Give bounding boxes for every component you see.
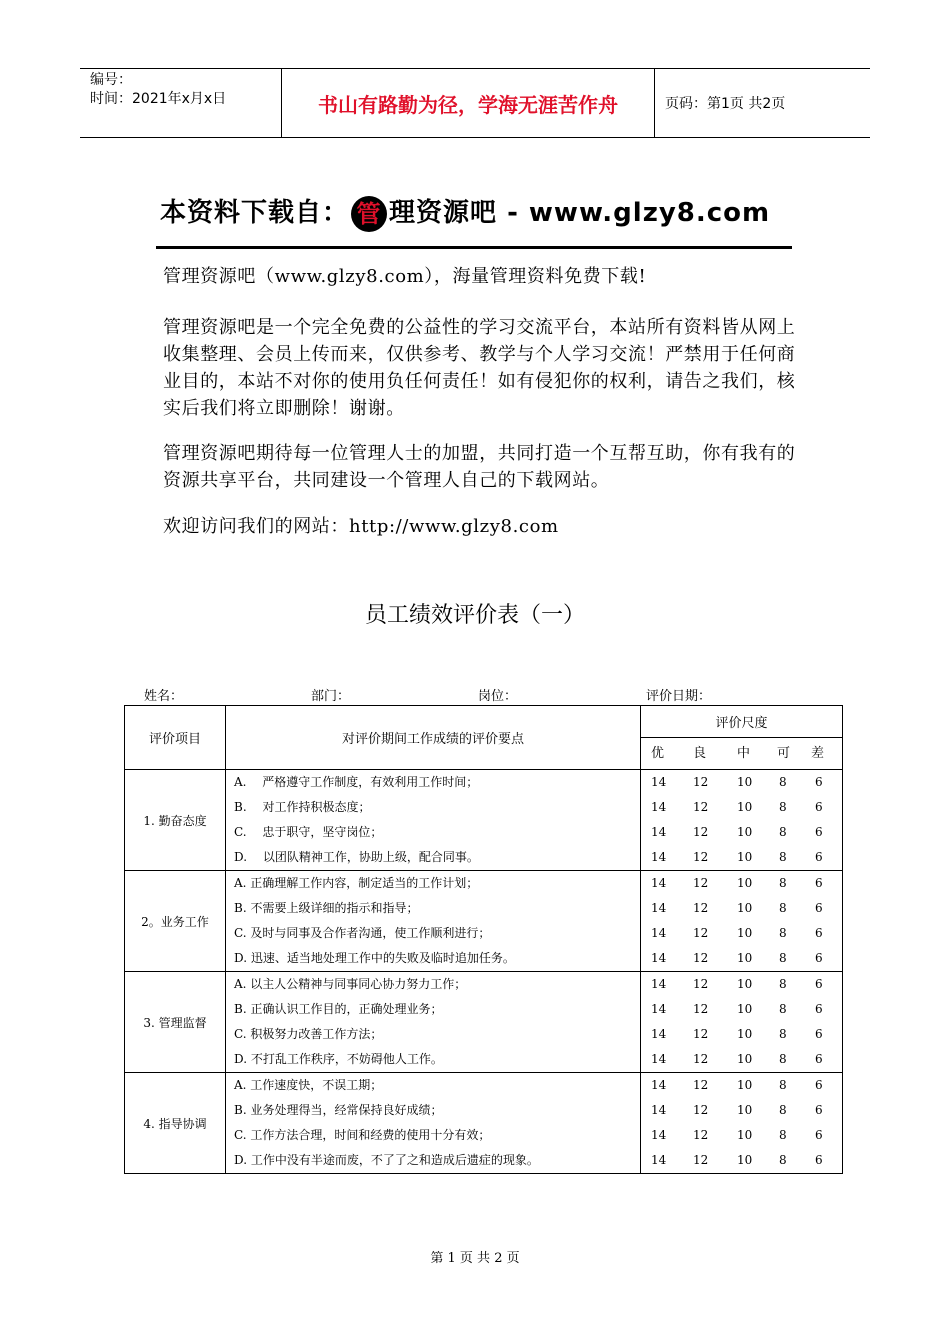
score-value: 8 — [779, 825, 787, 839]
score-value: 14 — [651, 1103, 667, 1117]
score-row — [641, 997, 842, 1022]
score-value: 14 — [651, 951, 667, 965]
score-value: 10 — [737, 850, 753, 864]
category-name: 3. 管理监督 — [125, 972, 226, 1073]
score-value: 10 — [737, 1128, 753, 1142]
score-value: 12 — [693, 1002, 709, 1016]
score-value: 14 — [651, 1153, 667, 1167]
grade-fair: 可 — [777, 746, 791, 761]
score-value: 10 — [737, 876, 753, 890]
score-value: 12 — [693, 951, 709, 965]
page-footer: 第 1 页 共 2 页 — [430, 1251, 520, 1266]
table-row — [125, 972, 843, 1073]
score-value: 14 — [651, 901, 667, 915]
evaluation-table — [124, 705, 843, 1174]
category-scores — [641, 1073, 843, 1174]
score-value: 6 — [815, 977, 823, 991]
score-row — [641, 795, 842, 820]
score-value: 8 — [779, 1027, 787, 1041]
name-label: 姓名： — [144, 689, 184, 704]
score-value: 8 — [779, 850, 787, 864]
score-value: 12 — [693, 876, 709, 890]
score-value: 12 — [693, 977, 709, 991]
list-item: C. 工作方法合理，时间和经费的使用十分有效； — [234, 1128, 491, 1142]
table-row — [125, 770, 843, 871]
list-item: C. 忠于职守，坚守岗位； — [234, 825, 383, 839]
score-value: 14 — [651, 1052, 667, 1066]
score-value: 14 — [651, 1027, 667, 1041]
score-value: 10 — [737, 926, 753, 940]
header-page-label: 页码：第1页 共2页 — [665, 96, 786, 112]
list-item: D. 工作中没有半途而废，不了了之和造成后遗症的现象。 — [234, 1153, 539, 1167]
score-row — [641, 946, 842, 971]
score-value: 10 — [737, 800, 753, 814]
score-row — [641, 896, 842, 921]
score-row — [641, 845, 842, 870]
site-logo-icon: 管 — [351, 196, 387, 232]
score-value: 10 — [737, 1153, 753, 1167]
table-row — [125, 871, 843, 972]
score-value: 6 — [815, 825, 823, 839]
list-item: B. 正确认识工作目的，正确处理业务； — [234, 1002, 443, 1016]
score-value: 12 — [693, 1052, 709, 1066]
grade-header-row — [641, 738, 843, 770]
form-title: 员工绩效评价表（一） — [364, 603, 585, 628]
score-value: 6 — [815, 1153, 823, 1167]
score-value: 6 — [815, 1052, 823, 1066]
list-item: D. 不打乱工作秩序，不妨碍他人工作。 — [234, 1052, 443, 1066]
score-value: 8 — [779, 800, 787, 814]
score-value: 14 — [651, 775, 667, 789]
score-value: 6 — [815, 1078, 823, 1092]
score-value: 10 — [737, 1103, 753, 1117]
score-value: 12 — [693, 850, 709, 864]
score-value: 14 — [651, 1128, 667, 1142]
score-value: 8 — [779, 1153, 787, 1167]
score-value: 8 — [779, 951, 787, 965]
score-value: 12 — [693, 1103, 709, 1117]
list-item: A. 正确理解工作内容，制定适当的工作计划； — [234, 876, 479, 890]
list-item: B. 不需要上级详细的指示和指导； — [234, 901, 419, 915]
score-value: 8 — [779, 926, 787, 940]
category-name: 1. 勤奋态度 — [125, 770, 226, 871]
category-items — [226, 972, 641, 1073]
score-value: 14 — [651, 1078, 667, 1092]
score-value: 10 — [737, 901, 753, 915]
score-value: 6 — [815, 901, 823, 915]
col-header-points: 对评价期间工作成绩的评价要点 — [226, 706, 641, 770]
score-value: 6 — [815, 1128, 823, 1142]
score-value: 6 — [815, 1103, 823, 1117]
list-item: A. 严格遵守工作制度，有效利用工作时间； — [234, 775, 479, 789]
download-banner — [160, 188, 795, 248]
score-value: 14 — [651, 926, 667, 940]
score-value: 12 — [693, 800, 709, 814]
score-value: 10 — [737, 977, 753, 991]
score-value: 14 — [651, 977, 667, 991]
header-info-cell — [80, 69, 282, 137]
score-value: 14 — [651, 1002, 667, 1016]
list-item: A. 工作速度快，不误工期； — [234, 1078, 383, 1092]
category-name: 2。业务工作 — [125, 871, 226, 972]
grade-good: 良 — [693, 746, 707, 761]
category-items — [226, 1073, 641, 1174]
header-motto: 书山有路勤为径，学海无涯苦作舟 — [282, 69, 655, 137]
score-value: 8 — [779, 775, 787, 789]
category-scores — [641, 770, 843, 871]
banner-text — [160, 192, 770, 232]
score-value: 12 — [693, 1078, 709, 1092]
score-value: 10 — [737, 1002, 753, 1016]
score-row — [641, 1098, 842, 1123]
score-value: 12 — [693, 1128, 709, 1142]
score-value: 8 — [779, 1002, 787, 1016]
score-row — [641, 820, 842, 845]
score-value: 8 — [779, 876, 787, 890]
list-item: C. 积极努力改善工作方法； — [234, 1027, 383, 1041]
score-value: 6 — [815, 1027, 823, 1041]
score-value: 8 — [779, 1103, 787, 1117]
banner-suffix: 理资源吧 - www.glzy8.com — [389, 198, 771, 228]
col-header-item: 评价项目 — [125, 706, 226, 770]
category-scores — [641, 972, 843, 1073]
score-row — [641, 770, 842, 795]
list-item: C. 及时与同事及合作者沟通，使工作顺利进行； — [234, 926, 491, 940]
category-items — [226, 770, 641, 871]
score-value: 10 — [737, 825, 753, 839]
date-label: 评价日期： — [646, 689, 712, 704]
score-row — [641, 1022, 842, 1047]
col-header-scale: 评价尺度 — [641, 706, 843, 738]
score-value: 14 — [651, 825, 667, 839]
intro-paragraph-1: 管理资源吧（www.glzy8.com），海量管理资料免费下载! — [163, 266, 647, 287]
banner-prefix: 本资料下载自： — [160, 198, 350, 228]
intro-paragraph-3: 管理资源吧期待每一位管理人士的加盟，共同打造一个互帮互助，你有我有的资源共享平台，共同建设一个管理人自己的下载网站。 — [163, 443, 796, 491]
score-value: 6 — [815, 775, 823, 789]
intro-paragraph-2: 管理资源吧是一个完全免费的公益性的学习交流平台，本站所有资料皆从网上收集整理、会员上传而来，仅供参考、教学与个人学习交流！严禁用于任何商业目的，本站不对你的使用负任何责任！如有侵犯你的权利，请告之我们，核实后我们将立即删除！谢谢。 — [163, 317, 796, 419]
score-value: 10 — [737, 1027, 753, 1041]
grade-average: 中 — [737, 746, 751, 761]
score-value: 6 — [815, 876, 823, 890]
score-value: 6 — [815, 926, 823, 940]
score-value: 6 — [815, 850, 823, 864]
banner-divider — [156, 246, 792, 249]
score-value: 6 — [815, 800, 823, 814]
table-row — [125, 1073, 843, 1174]
list-item: D. 迅速、适当地处理工作中的失败及临时追加任务。 — [234, 951, 515, 965]
category-name: 4. 指导协调 — [125, 1073, 226, 1174]
grade-poor: 差 — [811, 746, 825, 761]
score-value: 6 — [815, 1002, 823, 1016]
score-value: 14 — [651, 850, 667, 864]
score-value: 10 — [737, 951, 753, 965]
score-value: 10 — [737, 1078, 753, 1092]
score-row — [641, 1148, 842, 1173]
score-row — [641, 1047, 842, 1072]
score-value: 12 — [693, 1027, 709, 1041]
score-value: 8 — [779, 901, 787, 915]
score-value: 14 — [651, 876, 667, 890]
score-value: 12 — [693, 926, 709, 940]
score-value: 12 — [693, 901, 709, 915]
score-value: 12 — [693, 825, 709, 839]
score-value: 8 — [779, 1078, 787, 1092]
list-item: B. 对工作持积极态度； — [234, 800, 371, 814]
score-value: 12 — [693, 775, 709, 789]
dept-label: 部门： — [311, 689, 351, 704]
grade-excellent: 优 — [651, 746, 665, 761]
list-item: B. 业务处理得当，经常保持良好成绩； — [234, 1103, 443, 1117]
document-header — [80, 68, 870, 138]
score-value: 12 — [693, 1153, 709, 1167]
list-item: A. 以主人公精神与同事同心协力努力工作； — [234, 977, 467, 991]
number-label: 编号： — [90, 72, 132, 88]
intro-paragraph-4: 欢迎访问我们的网站：http://www.glzy8.com — [163, 516, 559, 537]
score-value: 8 — [779, 977, 787, 991]
score-value: 14 — [651, 800, 667, 814]
category-items — [226, 871, 641, 972]
score-row — [641, 1073, 842, 1098]
score-value: 8 — [779, 1128, 787, 1142]
score-row — [641, 972, 842, 997]
score-value: 8 — [779, 1052, 787, 1066]
score-value: 6 — [815, 951, 823, 965]
category-scores — [641, 871, 843, 972]
list-item: D. 以团队精神工作，协助上级，配合同事。 — [234, 850, 479, 864]
score-row — [641, 921, 842, 946]
post-label: 岗位： — [478, 689, 518, 704]
score-value: 10 — [737, 1052, 753, 1066]
score-row — [641, 871, 842, 896]
score-row — [641, 1123, 842, 1148]
time-label: 时间：2021年x月x日 — [90, 91, 227, 107]
score-value: 10 — [737, 775, 753, 789]
